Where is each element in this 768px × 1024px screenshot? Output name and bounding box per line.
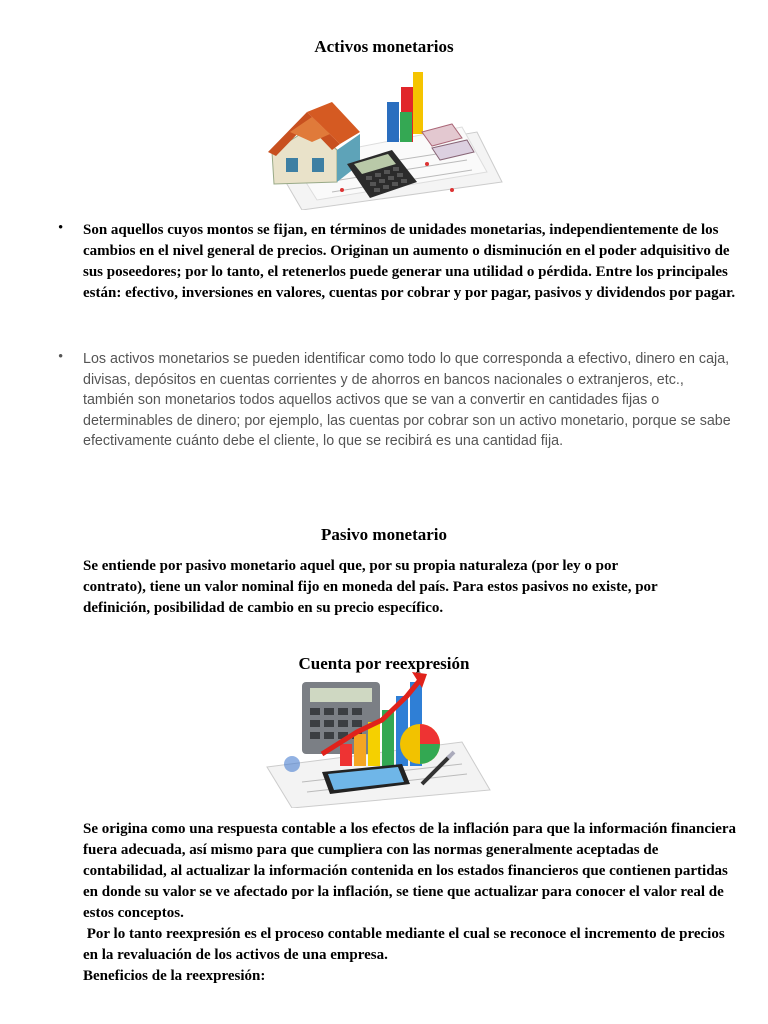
- pasivo-paragraph: Se entiende por pasivo monetario aquel que, por su propia naturaleza (por ley o por contrato), tiene un valor nominal fijo en moneda del país. Para estos pasivos no existe, por definición, posibilidad de cambio en su precio específico.: [83, 558, 658, 616]
- activos-bullet-1: [58, 220, 738, 304]
- cuenta-paragraph-2: Por lo tanto reexpresión es el proceso contable mediante el cual se reconoce el incremento de precios en la revaluación de los activos de una empresa.: [83, 926, 729, 963]
- house-calculator-chart-illustration: [262, 72, 504, 210]
- pasivo-heading: Pasivo monetario: [320, 525, 448, 544]
- cuenta-paragraph-3: Beneficios de la reexpresión:: [83, 968, 266, 984]
- activos-bullet-1-text: Son aquellos cuyos montos se fijan, en términos de unidades monetarias, independientemente de los cambios en el nivel general de precios. Originan un aumento o disminución en el poder adquisitivo de sus poseedores; por lo tanto, el retenerlos puede generar una utilidad o pérdida. Entre los principales están: efectivo, inversiones en valores, cuentas por cobrar y por pagar, pasivos y dividendos por pagar.: [83, 222, 736, 301]
- activos-bullet-2-text: Los activos monetarios se pueden identificar como todo lo que corresponda a efectivo, dinero en caja, divisas, depósitos en cuentas corrientes y de ahorros en bancos nacionales o extranjeros, etc., también son monetarios todos aquellos activos que se van a convertir en cantidades fijas o determinables de dinero; por ejemplo, las cuentas por cobrar son un activo monetario, porque se sabe efectivamente cuánto debe el cliente, lo que se recibirá es una cantidad fija.: [83, 351, 731, 449]
- bullet-marker: •: [58, 220, 64, 236]
- calculator-growth-chart-phone-illustration: [262, 672, 494, 808]
- activos-bullet-2: [58, 349, 738, 452]
- bullet-marker: •: [58, 349, 64, 365]
- cuenta-heading: Cuenta por reexpresión: [298, 654, 470, 673]
- activos-heading: Activos monetarios: [314, 37, 454, 56]
- cuenta-paragraph-1: Se origina como una respuesta contable a los efectos de la inflación para que la información financiera fuera adecuada, así mismo para que cumpliera con las normas generalmente aceptadas de contabilidad, al actualizar la información contenida en los estados financieros que contienen partidas en donde su valor se ve afectado por la inflación, se tiene que actualizar para conocer el valor real de estos conceptos.: [83, 821, 737, 921]
